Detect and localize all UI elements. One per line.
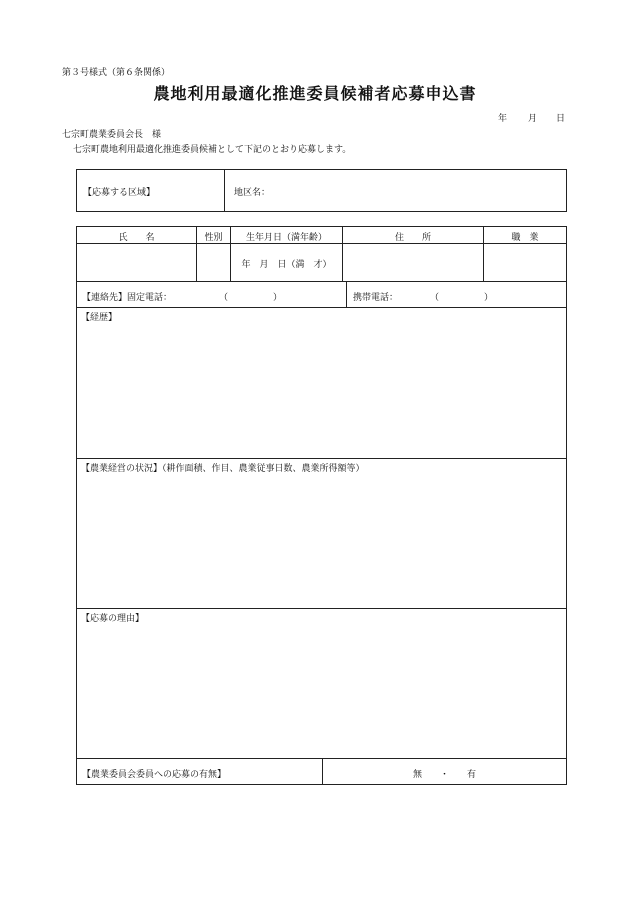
application-table (76, 226, 567, 785)
area-box (76, 169, 567, 212)
addressee: 七宗町農業委員会長 様 (62, 130, 162, 140)
reason-label: 【応募の理由】 (81, 614, 145, 624)
header-gender: 性別 (204, 233, 223, 243)
career-textarea[interactable] (79, 324, 564, 456)
header-birth: 生年月日（満年齢） (245, 233, 327, 243)
header-name: 氏 名 (118, 233, 155, 243)
header-address: 住 所 (394, 233, 431, 243)
landline-field[interactable]: （ ） (219, 293, 283, 303)
header-occupation: 職 業 (511, 233, 539, 243)
birth-value[interactable]: 年 月 日（満 才） (241, 260, 332, 270)
contact-label: 【連絡先】固定電話： (82, 293, 173, 303)
farming-label: 【農業経営の状況】（耕作面積、作目、農業従事日数、農業所得額等） (81, 464, 365, 474)
date-month: 月 (528, 114, 538, 124)
area-label: 【応募する区域】 (83, 188, 156, 198)
name-input[interactable] (78, 244, 195, 280)
occupation-input[interactable] (485, 244, 565, 280)
committee-label: 【農業委員会委員への応募の有無】 (82, 770, 227, 780)
committee-options[interactable]: 無 ・ 有 (412, 770, 476, 780)
intro-text: 七宗町農地利用最適化推進委員候補として下記のとおり応募します。 (73, 145, 352, 155)
mobile-label: 携帯電話： (353, 293, 399, 303)
date-day: 日 (556, 114, 566, 124)
farming-textarea[interactable] (79, 475, 564, 606)
area-field[interactable]: 地区名： (234, 188, 271, 198)
career-label: 【経歴】 (81, 313, 118, 323)
date-year: 年 (498, 114, 508, 124)
page-title: 農地利用最適化推進委員候補者応募申込書 (153, 84, 477, 103)
reason-textarea[interactable] (79, 625, 564, 756)
address-input[interactable] (344, 244, 482, 280)
form-number: 第３号様式（第６条関係） (62, 68, 171, 78)
mobile-field[interactable]: （ ） (430, 293, 494, 303)
gender-input[interactable] (198, 244, 229, 280)
